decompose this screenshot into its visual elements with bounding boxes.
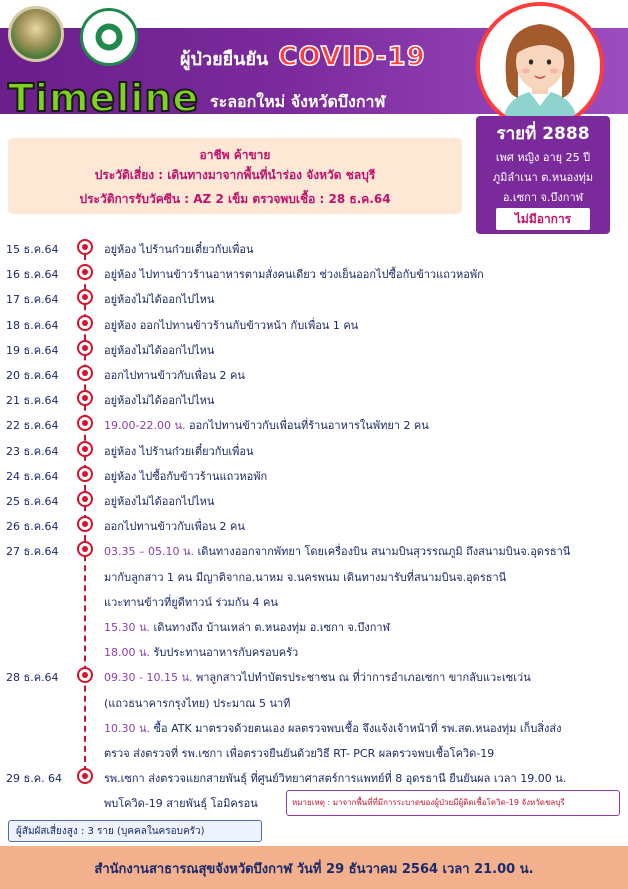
timeline-date: 20 ธ.ค.64	[6, 369, 59, 382]
timeline-marker-icon	[77, 239, 93, 255]
timeline-entry-text	[104, 366, 620, 384]
timeline-marker-icon	[77, 340, 93, 356]
timeline-date: 23 ธ.ค.64	[6, 444, 59, 458]
timeline-date: 21 ธ.ค.64	[6, 394, 59, 408]
patient-avatar	[476, 2, 604, 130]
timeline-description: พบโควิด-19 สายพันธุ์ โอมิครอน	[104, 797, 258, 811]
timeline-entry-text	[104, 265, 620, 283]
timeline-description: รับประทานอาหารกับครอบครัว	[150, 646, 299, 660]
vaccine-and-detection: ประวัติการรับวัคซีน : AZ 2 เข็ม ตรวจพบเชื้อ : 28 ธ.ค.64	[79, 192, 391, 206]
patient-gender-age: เพศ หญิง อายุ 25 ปี	[495, 151, 591, 164]
timeline-entry-text	[104, 618, 620, 636]
timeline-date: 16 ธ.ค.64	[6, 268, 59, 282]
timeline-date: 22 ธ.ค.64	[6, 419, 59, 433]
timeline-date: 26 ธ.ค.64	[6, 520, 59, 534]
timeline-entry-text	[104, 542, 620, 560]
timeline-description: อยู่ห้องไม่ได้ออกไปไหน	[104, 394, 215, 408]
timeline-entry-text	[104, 391, 620, 409]
timeline-entry-text	[104, 668, 620, 686]
timeline-entry-text	[104, 467, 620, 485]
timeline-time: 09.30 - 10.15 น.	[104, 671, 193, 685]
timeline-description: ออกไปทานข้าวกับเพื่อน 2 คน	[104, 369, 245, 382]
timeline-time: 18.00 น.	[104, 646, 151, 660]
timeline-description: อยู่ห้อง ไปซื้อกับข้าวร้านแถวหอพัก	[104, 469, 268, 483]
province-seal-logo	[8, 6, 64, 62]
timeline-marker-icon	[77, 441, 93, 457]
timeline-marker-icon	[77, 768, 93, 784]
timeline-marker-icon	[77, 667, 93, 683]
title-covid: COVID-19	[278, 42, 426, 72]
timeline-description: อยู่ห้อง ไปทานข้าวร้านอาหารตามสั่งคนเดียว ช่วงเย็นออกไปซื้อกับข้าวแถวหอพัก	[104, 268, 484, 282]
timeline-entry-text	[104, 240, 620, 258]
timeline-entry-text	[104, 643, 620, 661]
timeline-entry-text	[104, 744, 620, 762]
timeline-description: อยู่ห้องไม่ได้ออกไปไหน	[104, 293, 215, 307]
timeline-time: 19.00-22.00 น.	[104, 419, 186, 433]
timeline-description: ตรวจ ส่งตรวจที่ รพ.เซกา เพื่อตรวจยืนยันด้วยวิธี RT- PCR ผลตรวจพบเชื้อโควิด-19	[104, 747, 495, 760]
patient-address-line1: ภูมิลำเนา ต.หนองทุ่ม	[492, 171, 594, 184]
timeline-description: ออกไปทานข้าวกับเพื่อน 2 คน	[104, 520, 245, 534]
title-prefix: ผู้ป่วยยืนยัน	[180, 49, 269, 70]
timeline-date: 28 ธ.ค.64	[6, 671, 59, 685]
timeline-marker-icon	[77, 516, 93, 532]
timeline-description: อยู่ห้อง ออกไปทานข้าวร้านกับข้าวหน้า กับเพื่อน 1 คน	[104, 318, 359, 332]
timeline-marker-icon	[77, 289, 93, 305]
timeline-marker-icon	[77, 390, 93, 406]
timeline-description: อยู่ห้องไม่ได้ออกไปไหน	[104, 343, 215, 357]
timeline-date: 24 ธ.ค.64	[6, 469, 59, 483]
timeline-entry-text	[104, 416, 620, 434]
timeline-description: อยู่ห้องไม่ได้ออกไปไหน	[104, 495, 215, 508]
timeline-description: เดินทางถึง บ้านเหล่า ต.หนองทุ่ม อ.เซกา จ.บึงกาฬ	[150, 621, 391, 634]
timeline-description: เดินทางออกจากพัทยา โดยเครื่องบิน สนามบินสุวรรณภูมิ ถึงสนามบินจ.อุดรธานี	[194, 545, 571, 559]
timeline-entry-text	[104, 593, 620, 611]
timeline-description: พาลูกสาวไปทำบัตรประชาชน ณ ที่ว่าการอำเภอเซกา ขากลับแวะเซเว่น	[192, 671, 531, 685]
timeline-description: มากับลูกสาว 1 คน มีญาติจากอ.นาหม จ.นครพนม เดินทางมารับที่สนามบินจ.อุดรธานี	[104, 570, 507, 584]
title-subtitle: ระลอกใหม่ จังหวัดบึงกาฬ	[210, 92, 386, 111]
timeline-description: รพ.เซกา ส่งตรวจแยกสายพันธุ์ ที่ศูนย์วิทยาศาสตร์การแพทย์ที่ 8 อุดรธานี ยืนยันผล เวลา 19.00 น.	[104, 772, 567, 786]
timeline-entry-text	[104, 290, 620, 308]
timeline-description: อยู่ห้อง ไปร้านก๋วยเตี๋ยวกับเพื่อน	[104, 243, 254, 256]
risk-history: ประวัติเสี่ยง : เดินทางมาจากพื้นที่นำร่อง จังหวัด ชลบุรี	[94, 168, 376, 182]
timeline-entry-text	[104, 517, 620, 535]
note-text: หมายเหตุ : มาจากพื้นที่ที่มีการระบาดของผู้ป่วยมีผู้ติดเชื้อโควิด-19 จังหวัดชลบุรี	[292, 798, 565, 807]
timeline-date: 17 ธ.ค.64	[6, 293, 59, 307]
timeline-time: 15.30 น.	[104, 621, 151, 634]
timeline-entry-text	[104, 694, 620, 712]
timeline-date: 25 ธ.ค.64	[6, 495, 59, 508]
timeline-date: 18 ธ.ค.64	[6, 318, 59, 332]
timeline-marker-icon	[77, 365, 93, 381]
timeline-date: 27 ธ.ค.64	[6, 545, 59, 559]
timeline-entry-text	[104, 769, 620, 787]
occupation: อาชีพ ค้าขาย	[199, 148, 271, 162]
title-timeline: Timeline	[8, 76, 200, 120]
timeline-marker-icon	[77, 315, 93, 331]
moph-emblem-icon	[92, 20, 126, 54]
patient-address-line2: อ.เซกา จ.บึงกาฬ	[502, 191, 584, 204]
timeline-entry-text	[104, 442, 620, 460]
high-risk-contacts: ผู้สัมผัสเสี่ยงสูง : 3 ราย (บุคคลในครอบครัว)	[16, 826, 205, 837]
timeline-marker-icon	[77, 491, 93, 507]
timeline-time: 03.35 – 05.10 น.	[104, 545, 194, 559]
timeline-entry-text	[104, 316, 620, 334]
timeline-description: ซื้อ ATK มาตรวจด้วยตนเอง ผลตรวจพบเชื้อ จึงแจ้งเจ้าหน้าที่ รพ.สต.หนองทุ่ม เก็บสิ่งส่ง	[150, 721, 562, 735]
timeline-entry-text	[104, 568, 620, 586]
timeline-date: 19 ธ.ค.64	[6, 343, 59, 357]
timeline-description: แวะทานข้าวที่ยูดีทาวน์ ร่วมกัน 4 คน	[104, 595, 278, 609]
timeline-date: 15 ธ.ค.64	[6, 243, 59, 256]
timeline-marker-icon	[77, 264, 93, 280]
title-line	[180, 42, 426, 72]
timeline-entry-text	[104, 492, 620, 510]
timeline-marker-icon	[77, 415, 93, 431]
footer-text: สำนักงานสาธารณสุขจังหวัดบึงกาฬ วันที่ 29 ธันวาคม 2564 เวลา 21.00 น.	[94, 862, 534, 877]
timeline-description: (แถวธนาคารกรุงไทย) ประมาณ 5 นาที	[104, 696, 291, 710]
symptom-badge: ไม่มีอาการ	[496, 208, 590, 230]
patient-number: รายที่ 2888	[496, 124, 590, 144]
ministry-of-public-health-logo	[80, 8, 138, 66]
timeline-marker-icon	[77, 466, 93, 482]
timeline-description: ออกไปทานข้าวกับเพื่อนที่ร้านอาหารในพัทยา 2 คน	[185, 419, 429, 433]
timeline-date: 29 ธ.ค. 64	[6, 772, 63, 786]
timeline-description: อยู่ห้อง ไปร้านก๋วยเตี๋ยวกับเพื่อน	[104, 444, 254, 458]
timeline-marker-icon	[77, 541, 93, 557]
timeline-time: 10.30 น.	[104, 721, 151, 735]
woman-avatar-icon	[480, 6, 600, 126]
timeline-entry-text	[104, 719, 620, 737]
timeline-entry-text	[104, 341, 620, 359]
